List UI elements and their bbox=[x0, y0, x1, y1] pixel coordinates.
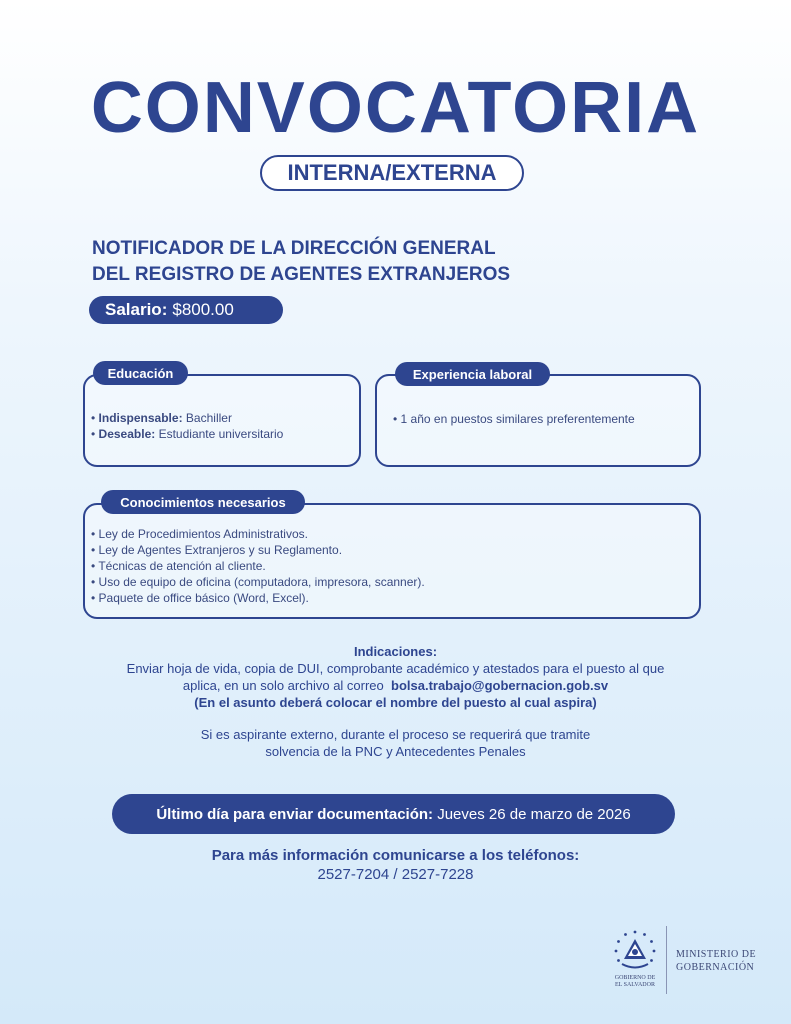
list-item: • Paquete de office básico (Word, Excel). bbox=[91, 590, 691, 606]
announcement-type-badge: INTERNA/EXTERNA bbox=[260, 155, 524, 191]
position-title-line1: NOTIFICADOR DE LA DIRECCIÓN GENERAL bbox=[92, 238, 496, 259]
instructions-line1: Enviar hoja de vida, copia de DUI, comprobante académico y atestados para el puesto al que bbox=[126, 661, 665, 676]
government-seal-icon bbox=[612, 928, 658, 974]
list-item: • Deseable: Estudiante universitario bbox=[91, 426, 351, 442]
external-note-line1: Si es aspirante externo, durante el proceso se requerirá que tramite bbox=[200, 727, 591, 742]
government-label: GOBIERNO DE EL SALVADOR bbox=[614, 975, 656, 988]
instructions bbox=[60, 643, 731, 711]
email-link[interactable]: bolsa.trabajo@gobernacion.gob.sv bbox=[391, 678, 609, 693]
instructions-title: Indicaciones: bbox=[353, 644, 438, 659]
list-item: • Ley de Agentes Extranjeros y su Reglamento. bbox=[91, 542, 691, 558]
knowledge-tag: Conocimientos necesarios bbox=[101, 490, 305, 514]
salary-value: $800.00 bbox=[172, 300, 234, 319]
external-note bbox=[60, 726, 731, 760]
ministry-label: MINISTERIO DE GOBERNACIÓN bbox=[676, 949, 757, 973]
external-note-line2: solvencia de la PNC y Antecedentes Penales bbox=[265, 744, 526, 759]
instructions-note: (En el asunto deberá colocar el nombre del puesto al cual aspira) bbox=[194, 695, 597, 710]
position-title bbox=[92, 236, 612, 288]
education-list bbox=[91, 410, 351, 442]
position-title-line2: DEL REGISTRO DE AGENTES EXTRANJEROS bbox=[92, 264, 511, 285]
salary-label: Salario: bbox=[105, 300, 168, 319]
instructions-line2: aplica, en un solo archivo al correo bolsa.trabajo@gobernacion.gob.sv bbox=[182, 678, 609, 693]
experience-tag: Experiencia laboral bbox=[395, 362, 550, 386]
deadline-banner bbox=[112, 794, 675, 834]
contact-info bbox=[60, 846, 731, 884]
deadline-value: Jueves 26 de marzo de 2026 bbox=[437, 805, 631, 823]
list-item: • Indispensable: Bachiller bbox=[91, 410, 351, 426]
list-item: • Ley de Procedimientos Administrativos. bbox=[91, 526, 691, 542]
experience-list bbox=[393, 411, 693, 427]
list-item: • Técnicas de atención al cliente. bbox=[91, 558, 691, 574]
deadline-label: Último día para enviar documentación: bbox=[156, 805, 434, 823]
contact-phones: 2527-7204 / 2527-7228 bbox=[317, 866, 474, 883]
contact-label: Para más información comunicarse a los teléfonos: bbox=[211, 847, 580, 864]
knowledge-list bbox=[91, 526, 691, 606]
list-item: • Uso de equipo de oficina (computadora, impresora, scanner). bbox=[91, 574, 691, 590]
education-tag: Educación bbox=[93, 361, 188, 385]
page-title: CONVOCATORIA bbox=[90, 68, 701, 148]
footer-divider bbox=[666, 926, 667, 994]
salary-badge bbox=[89, 296, 283, 324]
list-item: • 1 año en puestos similares preferentemente bbox=[393, 411, 693, 427]
